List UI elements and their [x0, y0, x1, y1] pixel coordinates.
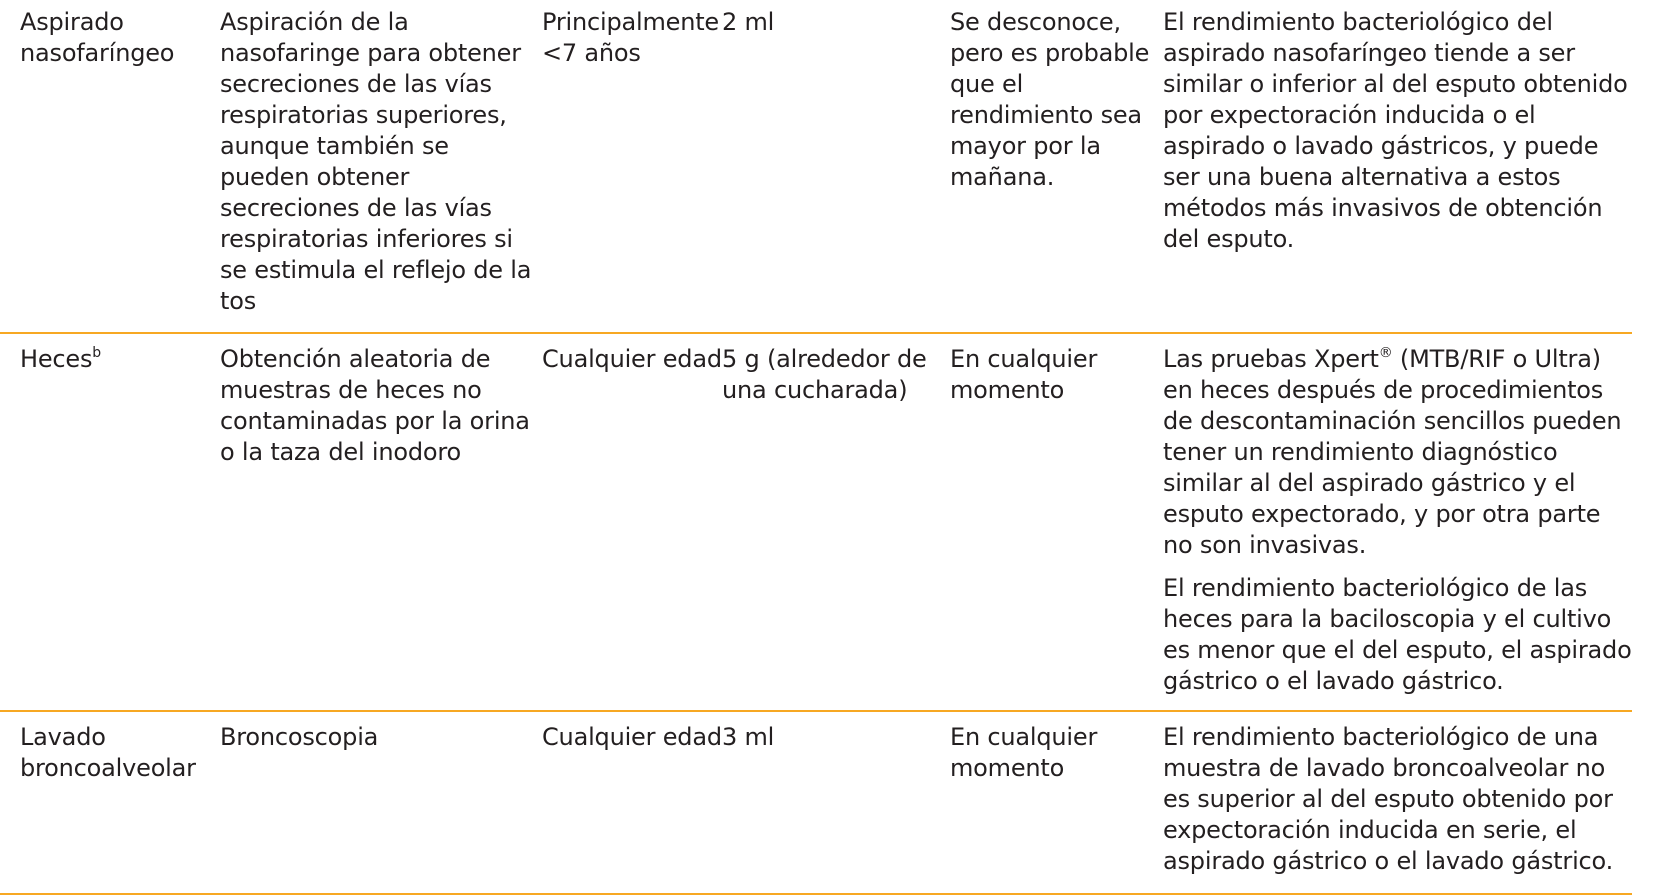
- timing-text: En cualquier momento: [950, 723, 1098, 782]
- method-cell: [220, 333, 542, 711]
- table-row: [0, 0, 1632, 333]
- volume-text: 2 ml: [722, 8, 775, 36]
- specimen-text: Lavado broncoalveolar: [20, 723, 196, 782]
- specimen-text: Aspirado nasofaríngeo: [20, 8, 175, 67]
- age-text: Cualquier edad: [542, 723, 722, 751]
- timing-cell: [950, 333, 1163, 711]
- comment-text-post: (MTB/RIF o Ultra) en heces después de procedimientos de descontaminación sencillos pueden tener un rendimiento diagnóstico similar al del aspirado gástrico y el esputo expectorado, y por otra parte no son invasivas.: [1163, 345, 1622, 559]
- comments-cell: [1163, 711, 1632, 894]
- comment-paragraph: El rendimiento bacteriológico de las heces para la baciloscopia y el cultivo es menor que el del esputo, el aspirado gástrico o el lavado gástrico.: [1163, 574, 1632, 695]
- specimen-cell: [0, 0, 220, 333]
- age-cell: [542, 333, 722, 711]
- specimen-text: [20, 344, 220, 375]
- registered-mark: ®: [1378, 345, 1393, 361]
- volume-text: 3 ml: [722, 723, 775, 751]
- footnote-marker: b: [92, 345, 101, 361]
- age-cell: [542, 0, 722, 333]
- table-row: [0, 333, 1632, 711]
- volume-text: 5 g (alrededor de una cucharada): [722, 345, 927, 404]
- specimen-cell: [0, 333, 220, 711]
- age-text: Principalmente <7 años: [542, 8, 720, 67]
- age-text: Cualquier edad: [542, 345, 722, 373]
- method-cell: [220, 0, 542, 333]
- timing-cell: [950, 0, 1163, 333]
- specimen-cell: [0, 711, 220, 894]
- comments-cell: [1163, 333, 1632, 711]
- timing-cell: [950, 711, 1163, 894]
- method-text: Obtención aleatoria de muestras de heces no contaminadas por la orina o la taza del inodoro: [220, 345, 530, 466]
- volume-cell: [722, 333, 950, 711]
- specimen-label: Heces: [20, 345, 93, 373]
- comments-cell: [1163, 0, 1632, 333]
- method-cell: [220, 711, 542, 894]
- comment-paragraph: El rendimiento bacteriológico del aspirado nasofaríngeo tiende a ser similar o inferior al del esputo obtenido por expectoración inducida o el aspirado o lavado gástricos, y puede ser una buena alternativa a estos métodos más invasivos de obtención del esputo.: [1163, 8, 1628, 253]
- volume-cell: [722, 711, 950, 894]
- comment-paragraph: El rendimiento bacteriológico de una muestra de lavado broncoalveolar no es superior al del esputo obtenido por expectoración inducida en serie, el aspirado gástrico o el lavado gástrico.: [1163, 723, 1614, 875]
- timing-text: Se desconoce, pero es probable que el rendimiento sea mayor por la mañana.: [950, 8, 1150, 191]
- table-row: [0, 711, 1632, 894]
- volume-cell: [722, 0, 950, 333]
- method-text: Aspiración de la nasofaringe para obtener secreciones de las vías respiratorias superiores, aunque también se pueden obtener secreciones de las vías respiratorias inferiores si se estimula el reflejo de la tos: [220, 8, 532, 315]
- age-cell: [542, 711, 722, 894]
- method-text: Broncoscopia: [220, 723, 379, 751]
- timing-text: En cualquier momento: [950, 345, 1098, 404]
- comment-paragraph: [1163, 344, 1632, 561]
- comment-text-pre: Las pruebas Xpert: [1163, 345, 1379, 373]
